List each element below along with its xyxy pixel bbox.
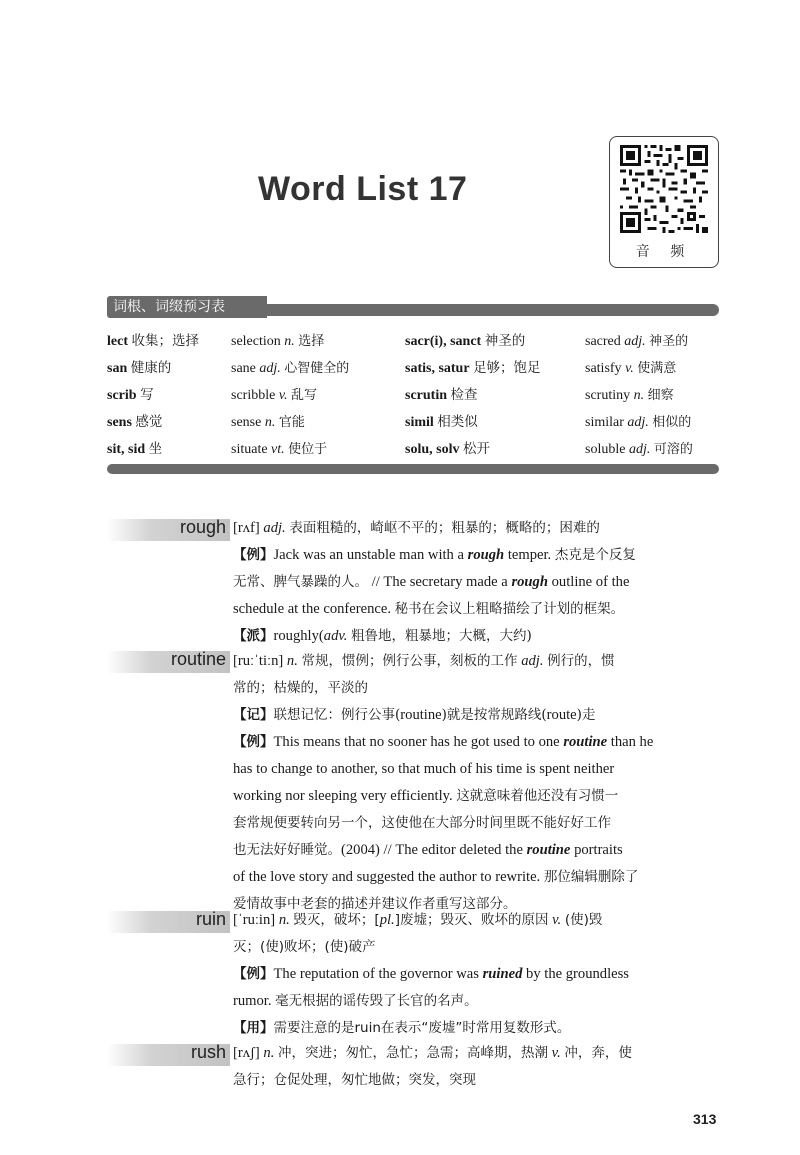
preview-row (107, 407, 719, 434)
preview-header-rule (257, 304, 719, 316)
qr-code-icon (620, 145, 708, 233)
headword-bar (107, 519, 230, 541)
preview-header-label: 词根、词缀预习表 (107, 296, 267, 318)
example-cell: selection n. 选择 (231, 333, 325, 349)
entry-body: [rʌf] adj. 表面粗糙的，崎岖不平的；粗暴的；概略的；困难的 【例】Jack was an unstable man with a rough temper. 杰克是个反复 无常、脾气暴躁的人。 // The secretary made a rough outline of the schedule at the conference. 秘书在会议上粗略描绘了计划的框架。 【派】roughly(adv. 粗鲁地，粗暴地；大概，大约) (233, 520, 636, 644)
example-cell: situate vt. 使位于 (231, 441, 328, 457)
headword-bar (107, 911, 230, 933)
entry-body: [ruːˈtiːn] n. 常规，惯例；例行公事，刻板的工作 adj. 例行的，惯 常的；枯燥的，平淡的 【记】联想记忆：例行公事(routine)就是按常规路线(route)走 【例】This means that no sooner has he got used to one routine than he has to change to another, so that much of his time is spent neither working nor sleeping very efficiently. 这就意味着他还没有习惯一 套常规便要转向另一个，这使他在大部分时间里既不能好好工作 也无法好好睡觉。(2004) // The editor deleted the routine portraits of the love story and suggested the author to rewrite. 那位编辑删除了 爱情故事中老套的描述并建议作者重写这部分。 (233, 653, 654, 912)
example-cell: sacred adj. 神圣的 (585, 333, 689, 349)
root-cell: sacr(i), sanct 神圣的 (405, 333, 526, 349)
root-cell: sens 感觉 (107, 414, 163, 430)
page-number: 313 (693, 1111, 717, 1127)
audio-qr-box[interactable] (609, 136, 719, 268)
entry-body: [rʌʃ] n. 冲，突进；匆忙，急忙；急需；高峰期，热潮 v. 冲，奔，使 急行；仓促处理，匆忙地做；突发，突现 (233, 1045, 632, 1088)
headword: ruin (195, 909, 226, 929)
headword: rough (179, 517, 226, 537)
preview-row (107, 434, 719, 461)
root-cell: lect 收集；选择 (107, 333, 199, 349)
headword-bar (107, 651, 230, 673)
example-cell: scrutiny n. 细察 (585, 387, 674, 403)
root-cell: sit, sid 坐 (107, 441, 163, 457)
preview-header (107, 296, 719, 318)
example-cell: soluble adj. 可溶的 (585, 441, 693, 457)
example-cell: similar adj. 相似的 (585, 414, 692, 430)
example-cell: sense n. 官能 (231, 414, 305, 430)
root-cell: simil 相类似 (405, 414, 478, 430)
entry-body: [ˈruːin] n. 毁灭，破坏；[pl.]废墟；毁灭、败坏的原因 v. (使)毁 灭；(使)败坏；(使)破产 【例】The reputation of the governor was ruined by the groundless rumor. 毫无根据的谣传毁了长官的名声。 【用】需要注意的是ruin在表示“废墟”时常用复数形式。 (233, 912, 629, 1036)
example-cell: sane adj. 心智健全的 (231, 360, 350, 376)
headword: rush (190, 1042, 226, 1062)
root-cell: solu, solv 松开 (405, 441, 490, 457)
root-cell: san 健康的 (107, 360, 172, 376)
root-cell: scrutin 检查 (405, 387, 478, 403)
headword: routine (170, 649, 226, 669)
root-cell: scrib 写 (107, 387, 154, 403)
example-cell: scribble v. 乱写 (231, 387, 318, 403)
root-preview-table (107, 326, 719, 461)
preview-row (107, 380, 719, 407)
preview-bottom-rule (107, 464, 719, 474)
preview-row (107, 353, 719, 380)
page-title: Word List 17 (258, 170, 468, 208)
example-cell: satisfy v. 使满意 (585, 360, 677, 376)
headword-bar (107, 1044, 230, 1066)
root-cell: satis, satur 足够；饱足 (405, 360, 541, 376)
preview-row (107, 326, 719, 353)
audio-label: 音 频 (635, 244, 693, 260)
